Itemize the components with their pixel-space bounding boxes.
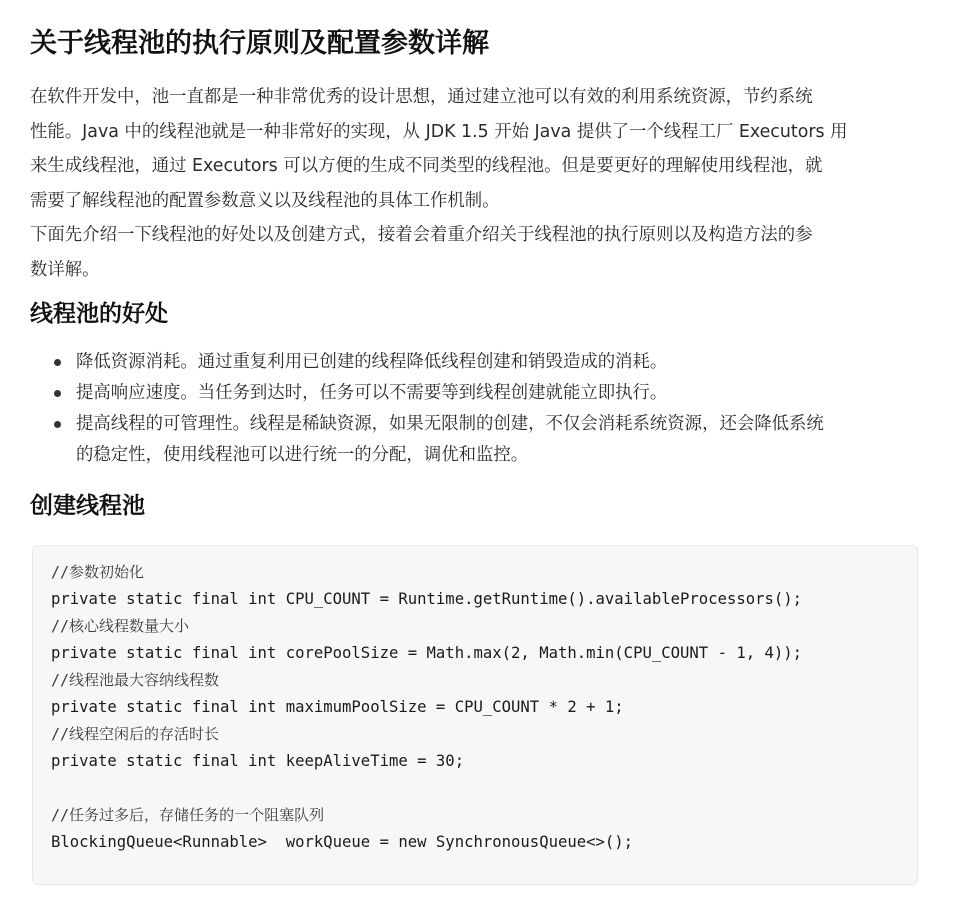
list-item-text: 降低资源消耗。通过重复利用已创建的线程降低线程创建和销毁造成的消耗。 — [76, 352, 668, 372]
article-title: 关于线程池的执行原则及配置参数详解 — [30, 28, 489, 59]
list-item — [30, 409, 930, 471]
intro-line: 在软件开发中，池一直都是一种非常优秀的设计思想，通过建立池可以有效的利用系统资源，节约系统 — [30, 87, 813, 107]
code-comment: //线程空闲后的存活时长 — [51, 725, 220, 743]
benefits-heading: 线程池的好处 — [30, 301, 168, 327]
code-comment: //参数初始化 — [51, 563, 145, 581]
list-item — [30, 347, 930, 378]
code-line: private static final int corePoolSize = Math.max(2, Math.min(CPU_COUNT - 1, 4)); — [51, 644, 803, 662]
code-line: private static final int CPU_COUNT = Runtime.getRuntime().availableProcessors(); — [51, 590, 803, 608]
code-comment: //线程池最大容纳线程数 — [51, 671, 220, 689]
list-item-text: 提高响应速度。当任务到达时，任务可以不需要等到线程创建就能立即执行。 — [76, 383, 668, 403]
code-line: private static final int maximumPoolSize = CPU_COUNT * 2 + 1; — [51, 698, 624, 716]
code-block[interactable] — [32, 545, 918, 885]
list-item — [30, 378, 930, 409]
intro-line: 性能。Java 中的线程池就是一种非常好的实现，从 JDK 1.5 开始 Java 提供了一个线程工厂 Executors 用 — [30, 121, 848, 142]
intro-paragraph — [30, 80, 930, 218]
benefits-list — [30, 347, 930, 471]
overview-line: 数详解。 — [30, 259, 100, 280]
list-item-text: 提高线程的可管理性。线程是稀缺资源，如果无限制的创建，不仅会消耗系统资源，还会降低系统 — [76, 414, 824, 434]
list-item-text: 的稳定性，使用线程池可以进行统一的分配，调优和监控。 — [76, 445, 529, 465]
code-comment: //核心线程数量大小 — [51, 617, 190, 635]
overview-line: 下面先介绍一下线程池的好处以及创建方式，接着会着重介绍关于线程池的执行原则以及构造方法的参 — [30, 225, 813, 245]
create-heading: 创建线程池 — [30, 493, 145, 519]
intro-line: 来生成线程池，通过 Executors 可以方便的生成不同类型的线程池。但是要更好的理解使用线程池，就 — [30, 156, 823, 176]
intro-line: 需要了解线程池的配置参数意义以及线程池的具体工作机制。 — [30, 190, 500, 211]
code-comment: //任务过多后，存储任务的一个阻塞队列 — [51, 806, 325, 824]
code-line: BlockingQueue<Runnable> workQueue = new SynchronousQueue<>(); — [51, 833, 634, 851]
code-line: private static final int keepAliveTime = 30; — [51, 752, 465, 770]
overview-paragraph — [30, 218, 930, 287]
